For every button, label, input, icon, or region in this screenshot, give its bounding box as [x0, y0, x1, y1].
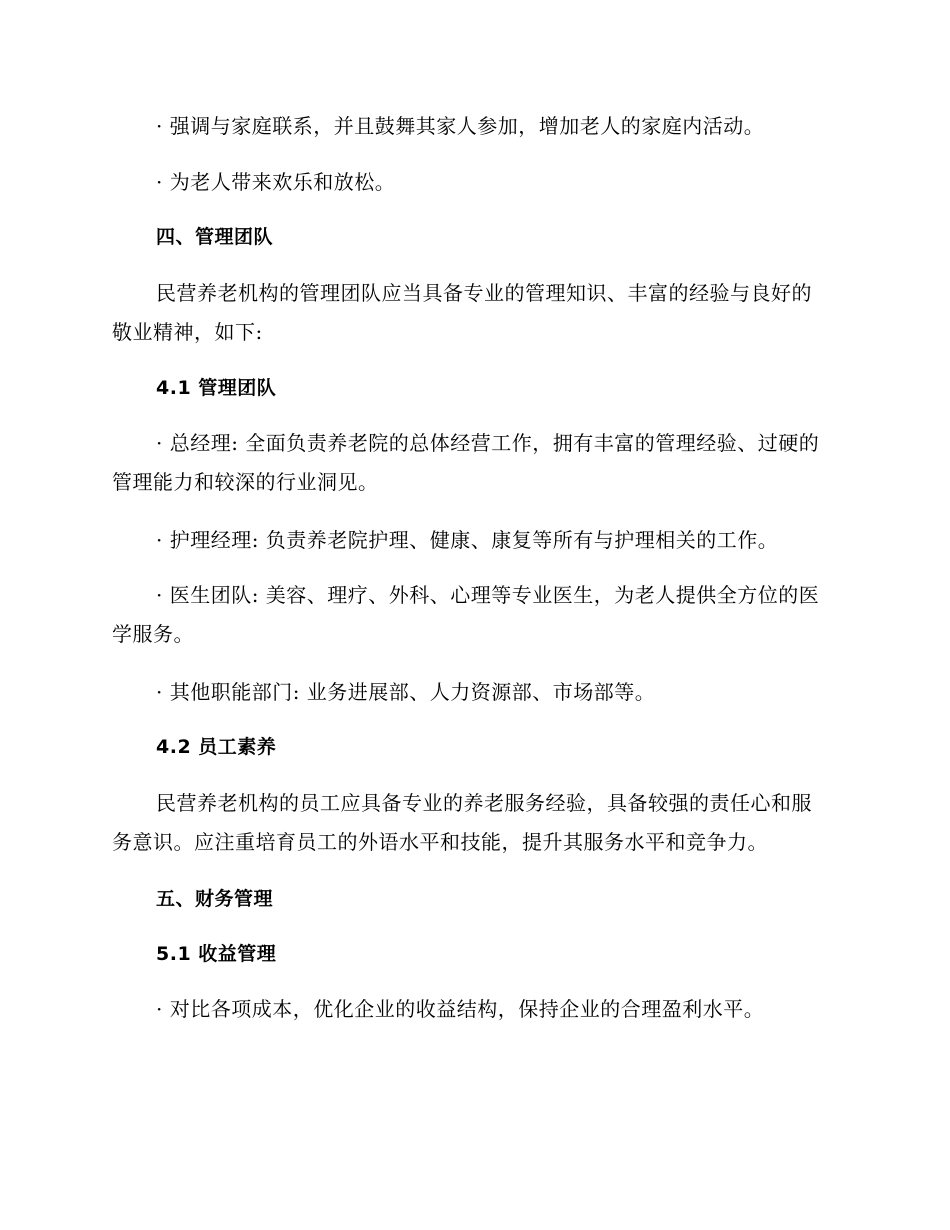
subsection-heading: 5.1 收益管理: [156, 943, 277, 965]
bullet-paragraph: · 为老人带来欢乐和放松。: [156, 170, 396, 194]
bullet-paragraph: · 护理经理: 负责养老院护理、健康、康复等所有与护理相关的工作。: [156, 528, 779, 552]
bullet-paragraph: · 总经理: 全面负责养老院的总体经营工作，拥有丰富的管理经验、过硬的管理能力和较深的行业洞见。: [112, 431, 820, 494]
body-paragraph: 民营养老机构的管理团队应当具备专业的管理知识、丰富的经验与良好的敬业精神，如下:: [112, 281, 812, 344]
bullet-paragraph: · 医生团队: 美容、理疗、外科、心理等专业医生，为老人提供全方位的医学服务。: [112, 583, 820, 646]
subsection-heading: 4.1 管理团队: [156, 377, 277, 399]
bullet-paragraph: · 强调与家庭联系，并且鼓舞其家人参加，增加老人的家庭内活动。: [156, 114, 765, 138]
subsection-heading: 4.2 员工素养: [156, 736, 277, 758]
bullet-paragraph: · 对比各项成本，优化企业的收益结构，保持企业的合理盈利水平。: [156, 997, 765, 1021]
body-paragraph: 民营养老机构的员工应具备专业的养老服务经验，具备较强的责任心和服务意识。应注重培育员工的外语水平和技能，提升其服务水平和竞争力。: [112, 791, 812, 854]
bullet-paragraph: · 其他职能部门: 业务进展部、人力资源部、市场部等。: [156, 680, 656, 704]
section-heading: 四、管理团队: [156, 226, 274, 248]
section-heading: 五、财务管理: [156, 888, 274, 910]
